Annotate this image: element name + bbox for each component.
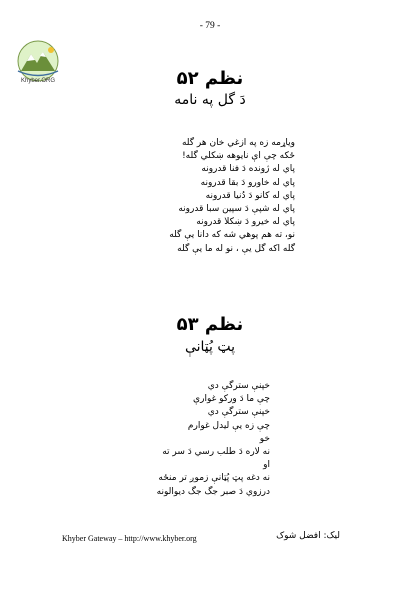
poem-line: درزوي دَ صبر جگ جگ ديوالونه xyxy=(156,486,270,497)
footer-author: ليک: افضل شوک xyxy=(276,531,340,541)
logo-caption: Khyber.ORG xyxy=(20,78,55,84)
poem-line: ځکه چې اې نايوهه ښکلي گله! xyxy=(182,151,295,162)
poem-line: پاي له ژونده دَ فنا قدرونه xyxy=(201,164,295,175)
poem-53-subtitle: پټ پُټانې xyxy=(184,339,236,355)
poem-line: پاي له کانو دَ دُنيا قدرونه xyxy=(205,190,295,201)
poem-52-title: نظم ۵۲ xyxy=(176,68,244,89)
poem-line: پاي له خاورو دَ بقا قدرونه xyxy=(200,177,295,188)
poem-line: پاي له شپې دَ سپين سبا قدرونه xyxy=(178,204,295,215)
poem-line: او xyxy=(263,460,270,471)
poem-line: گله اکه گل يې ، نو له ما يې گله xyxy=(177,243,295,254)
poem-line: پاي له خيرو دَ ښکلا قدرونه xyxy=(196,217,295,228)
poem-line: خو xyxy=(259,433,270,444)
poem-53-title: نظم ۵۳ xyxy=(176,314,244,335)
poem-line: چې زه يې ليدل غوارم xyxy=(187,420,270,431)
poem-line: نه لاره دَ طلب رسي دَ سر ته xyxy=(162,447,270,458)
poem-line: خپنې سترگې دي xyxy=(207,407,270,418)
poem-line: نو، ته هم پوهي شه که دانا يې گله xyxy=(169,230,295,241)
poem-53-body xyxy=(70,380,270,499)
footer-source: Khyber Gateway – http://www.khyber.org xyxy=(62,534,197,543)
poem-line: چې ما دَ ورکو غوارې xyxy=(193,394,270,405)
poem-line: نه دغه پټ پُټانې زموږ تر منځه xyxy=(158,473,270,484)
page-number: - 79 - xyxy=(199,21,221,31)
poem-52-body xyxy=(95,137,295,256)
khyber-logo xyxy=(8,38,68,98)
poem-line: خپنې سترگې دي xyxy=(207,381,270,391)
poem-line: وياړمه زه په ازغي خان هر گله xyxy=(181,138,295,148)
poem-52-subtitle: دَ گل په نامه xyxy=(174,92,246,108)
